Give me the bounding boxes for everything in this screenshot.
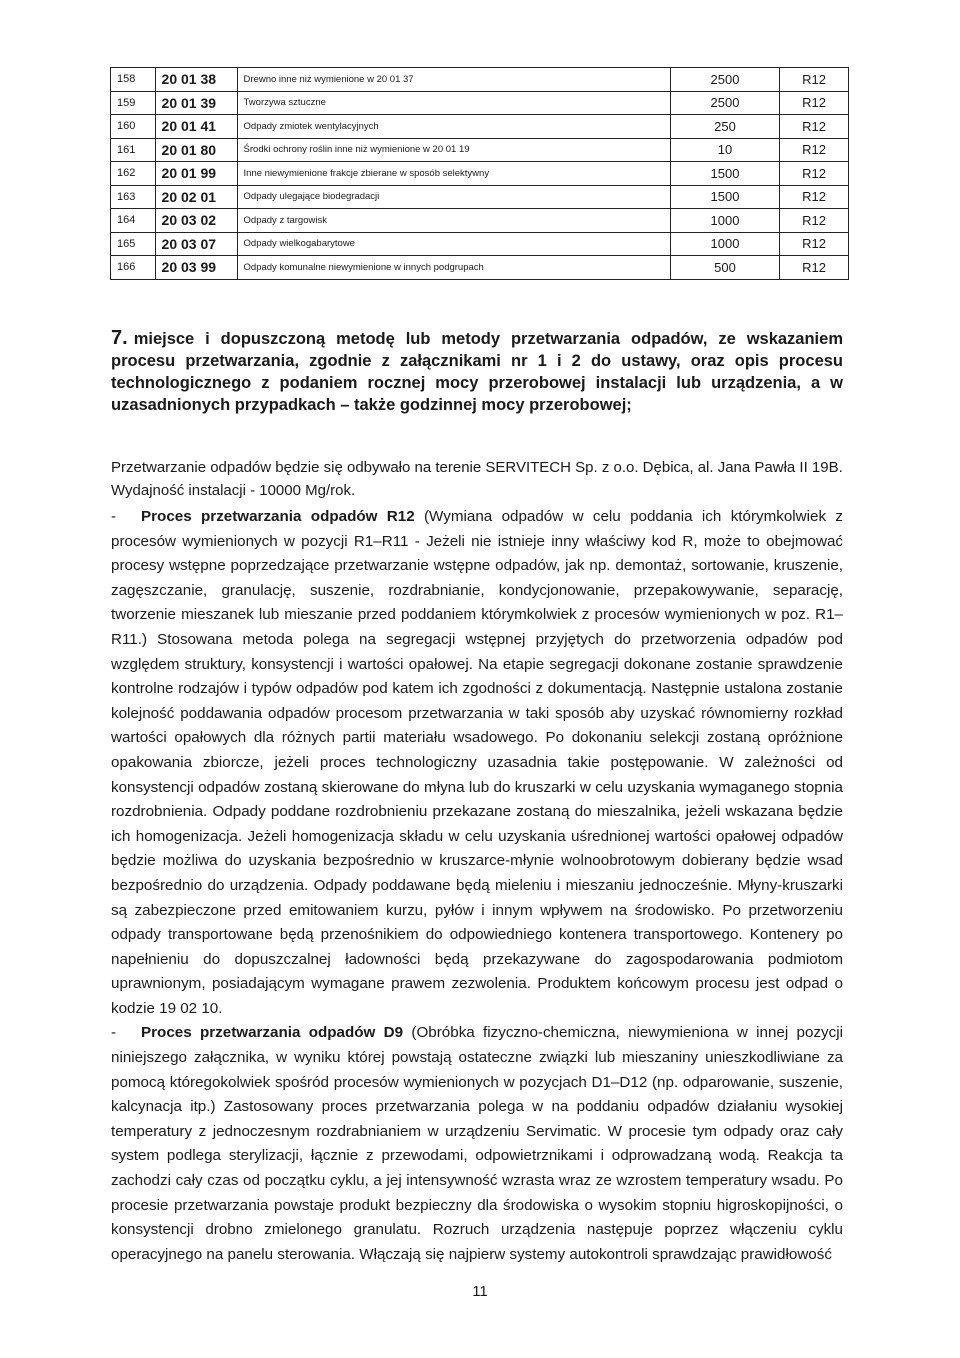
row-number: 166 — [111, 256, 156, 280]
section-number: 7. — [111, 327, 128, 349]
annual-quantity: 500 — [670, 256, 779, 280]
section-heading-text: miejsce i dopuszczoną metodę lub metody przetwarzania odpadów, ze wskazaniem procesu przetwarzania, zgodnie z załącznikami nr 1 i 2 do ustawy, oraz opis procesu technologicznego z podaniem rocznej mocy przerobowej instalacji lub urządzenia, a w uzasadnionych przypadkach – także godzinnej mocy przerobowej; — [111, 330, 843, 414]
waste-description: Drewno inne niż wymienione w 20 01 37 — [237, 68, 670, 92]
waste-description: Odpady ulegające biodegradacji — [237, 185, 670, 209]
waste-code: 20 03 02 — [155, 209, 237, 233]
table-row — [111, 138, 849, 162]
waste-description: Środki ochrony roślin inne niż wymienione w 20 01 19 — [237, 138, 670, 162]
row-number: 165 — [111, 232, 156, 256]
table-row — [111, 209, 849, 233]
process-code: R12 — [780, 115, 849, 139]
waste-code: 20 03 07 — [155, 232, 237, 256]
waste-description: Tworzywa sztuczne — [237, 91, 670, 115]
process-code: R12 — [780, 256, 849, 280]
process-r12-text: (Wymiana odpadów w celu poddania ich którymkolwiek z procesów wymienionych w pozycji R1–R11 - Jeżeli nie istnieje inny właściwy kod R, może to obejmować procesy wstępne poprzedzające przetwarzanie wstępne odpadów, jak np. demontaż, sortowanie, kruszenie, zagęszczanie, granulację, suszenie, rozdrabnianie, kondycjonowanie, przepakowywanie, separację, tworzenie mieszanek lub mieszanie przed poddaniem którymkolwiek z procesów wymienionych w poz. R1–R11.) Stosowana metoda polega na segregacji wstępnej przyjętych do przetworzenia odpadów pod względem struktury, konsystencji i wartości opałowej. Na etapie segregacji dokonane zostanie sprawdzenie kontrolne rodzajów i typów odpadów pod katem ich zgodności z dokumentacją. Następnie ustalona zostanie kolejność poddawania odpadów procesom przetwarzania w taki sposób aby uzyskać równomierny rozkład wartości opałowych dla różnych partii materiału wsadowego. Po dokonaniu selekcji zostaną opróżnione opakowania zbiorcze, jeżeli proces technologiczny uzasadnia takie postępowanie. W zależności od konsystencji odpadów zostaną skierowane do młyna lub do kruszarki w celu uzyskania wymaganego stopnia rozdrobnienia. Odpady poddane rozdrobnieniu przekazane zostaną do mieszalnika, jeżeli wskazana będzie ich homogenizacja. Jeżeli homogenizacja składu w celu uzyskania uśrednionej wartości opałowej odpadów będzie możliwa do uzyskania bezpośrednio w kruszarce-młynie wolnoobrotowym dobierany będzie wsad bezpośrednio do urządzenia. Odpady poddawane będą mieleniu i mieszaniu jednocześnie. Młyny-kruszarki są zabezpieczone przed emitowaniem kurzu, pyłów i innym wpływem na środowisko. Po przetworzeniu odpady transportowane będą przenośnikiem do odpowiedniego kontenera transportowego. Kontenery po napełnieniu do dopuszczalnej ładowności będą przekazywane do zagospodarowania podmiotom uprawnionym, posiadającym wymagane prawem zezwolenia. Produktem końcowym procesu jest odpad o kodzie 19 02 10. — [111, 508, 843, 1017]
annual-quantity: 2500 — [670, 68, 779, 92]
row-number: 162 — [111, 162, 156, 186]
process-r12-paragraph — [111, 505, 843, 1021]
table-row — [111, 185, 849, 209]
annual-quantity: 2500 — [670, 91, 779, 115]
process-code: R12 — [780, 91, 849, 115]
process-d9-text: (Obróbka fizyczno-chemiczna, niewymieniona w innej pozycji niniejszego załącznika, w wyniku której powstają ostateczne związki lub mieszaniny unieszkodliwiane za pomocą któregokolwiek spośród procesów wymienionych w pozycjach D1–D12 (np. odparowanie, suszenie, kalcynacja itp.) Zastosowany proces przetwarzania polega w na poddaniu odpadów działaniu wysokiej temperatury z jednoczesnym rozdrabnianiem w urządzeniu Servimatic. W procesie tym odpady oraz cały system podlega sterylizacji, łącznie z przewodami, odpowietrznikami i odprowadzaną wodą. Reakcja ta zachodzi cały czas od początku cyklu, a jej intensywność wzrasta wraz ze wzrostem temperatury wsadu. Po procesie przetwarzania powstaje produkt bezpieczny dla środowiska o wysokim stopniu higroskopijności, o konsystencji drobno zmielonego granulatu. Rozruch urządzenia następuje poprzez włączeniu cyklu operacyjnego na panelu sterowania. Włączają się najpierw systemy autokontroli sprawdzając prawidłowość — [111, 1024, 843, 1263]
table-row — [111, 256, 849, 280]
waste-description: Inne niewymienione frakcje zbierane w sposób selektywny — [237, 162, 670, 186]
process-d9-title: Proces przetwarzania odpadów D9 — [141, 1024, 404, 1042]
annual-quantity: 1000 — [670, 209, 779, 233]
bullet-dash: - — [111, 1024, 117, 1042]
waste-description: Odpady z targowisk — [237, 209, 670, 233]
intro-location: Przetwarzanie odpadów będzie się odbywało na terenie SERVITECH Sp. z o.o. Dębica, al. Jana Pawła II 19B. — [111, 459, 843, 476]
process-code: R12 — [780, 209, 849, 233]
waste-code: 20 01 99 — [155, 162, 237, 186]
waste-code: 20 01 41 — [155, 115, 237, 139]
table-row — [111, 91, 849, 115]
waste-description: Odpady zmiotek wentylacyjnych — [237, 115, 670, 139]
row-number: 159 — [111, 91, 156, 115]
process-d9-paragraph — [111, 1021, 843, 1267]
row-number: 158 — [111, 68, 156, 92]
waste-table — [110, 67, 849, 280]
table-row — [111, 68, 849, 92]
waste-table-body — [111, 68, 849, 280]
waste-code: 20 01 39 — [155, 91, 237, 115]
table-row — [111, 162, 849, 186]
process-code: R12 — [780, 185, 849, 209]
annual-quantity: 1500 — [670, 185, 779, 209]
annual-quantity: 10 — [670, 138, 779, 162]
table-row — [111, 232, 849, 256]
waste-code: 20 01 38 — [155, 68, 237, 92]
annual-quantity: 250 — [670, 115, 779, 139]
process-code: R12 — [780, 138, 849, 162]
row-number: 161 — [111, 138, 156, 162]
process-code: R12 — [780, 232, 849, 256]
annual-quantity: 1000 — [670, 232, 779, 256]
annual-quantity: 1500 — [670, 162, 779, 186]
process-descriptions — [111, 505, 843, 1267]
intro-capacity: Wydajność instalacji - 10000 Mg/rok. — [111, 482, 356, 499]
waste-description: Odpady wielkogabarytowe — [237, 232, 670, 256]
page-number: 11 — [472, 1283, 488, 1300]
process-code: R12 — [780, 68, 849, 92]
row-number: 163 — [111, 185, 156, 209]
process-r12-title: Proces przetwarzania odpadów R12 — [141, 508, 415, 525]
section-heading — [111, 327, 843, 416]
row-number: 160 — [111, 115, 156, 139]
waste-code: 20 01 80 — [155, 138, 237, 162]
bullet-dash: - — [111, 508, 117, 525]
waste-description: Odpady komunalne niewymienione w innych podgrupach — [237, 256, 670, 280]
waste-code: 20 02 01 — [155, 185, 237, 209]
waste-code: 20 03 99 — [155, 256, 237, 280]
table-row — [111, 115, 849, 139]
row-number: 164 — [111, 209, 156, 233]
process-code: R12 — [780, 162, 849, 186]
